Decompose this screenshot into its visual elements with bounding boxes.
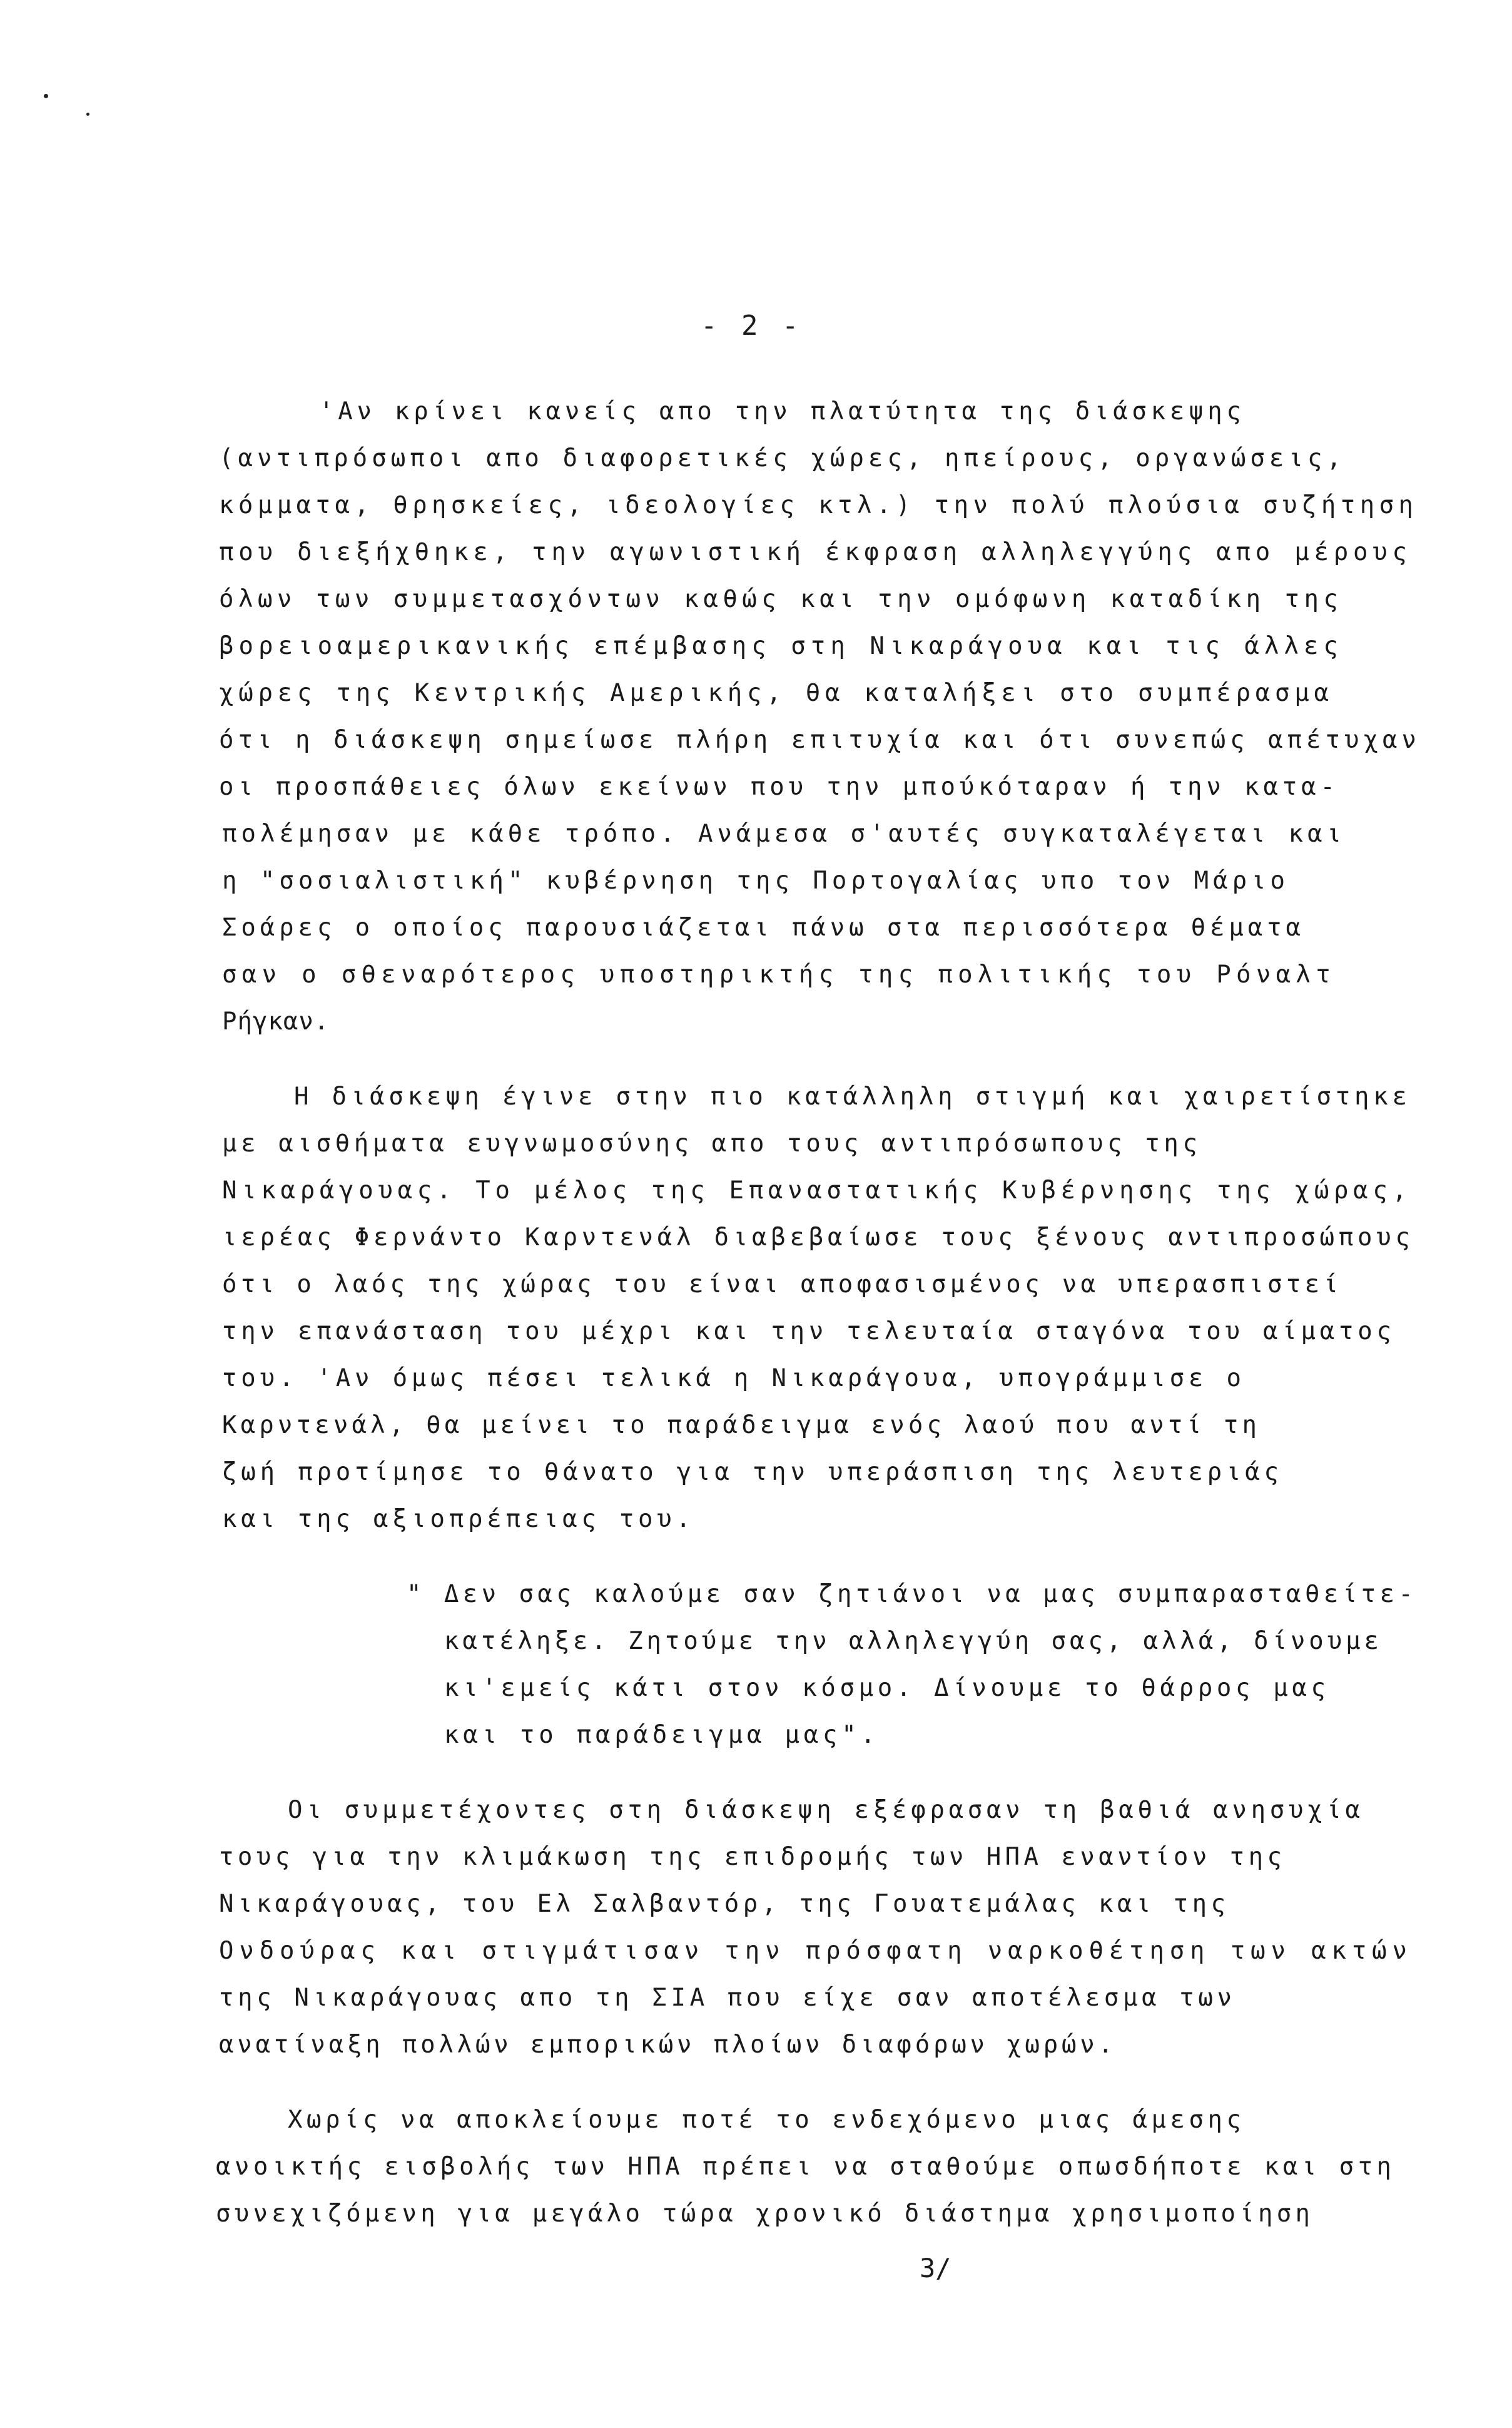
text-line: τους για την κλιμάκωση της επιδρομής των ΗΠΑ εναντίον της <box>219 1843 1286 1871</box>
text-line: που διεξήχθηκε, την αγωνιστική έκφραση αλληλεγγύης απο μέρους <box>219 538 1412 566</box>
text-line: Σοάρες ο οποίος παρουσιάζεται πάνω στα περισσότερα θέματα <box>222 914 1305 942</box>
text-line: ζωή προτίμησε το θάνατο για την υπεράσπιση της λευτεριάς <box>222 1458 1283 1486</box>
text-line: Η διάσκεψη έγινε στην πιο κατάλληλη στιγμή και χαιρετίστηκε <box>294 1083 1411 1111</box>
text-line: ανοικτής εισβολής των ΗΠΑ πρέπει να σταθούμε οπωσδήποτε και στη <box>216 2153 1396 2181</box>
text-line: Ρήγκαν. <box>222 1007 330 1036</box>
text-line: ανατίναξη πολλών εμπορικών πλοίων διαφόρων χωρών. <box>219 2031 1117 2059</box>
quote-line: " Δεν σας καλούμε σαν ζητιάνοι να μας συμπαρασταθείτε- <box>407 1580 1418 1608</box>
text-line: οι προσπάθειες όλων εκείνων που την μπούκόταραν ή την κατα- <box>219 773 1339 801</box>
quote-line: κι'εμείς κάτι στον κόσμο. Δίνουμε το θάρρος μας <box>444 1674 1330 1702</box>
text-line: την επανάσταση του μέχρι και την τελευταία σταγόνα του αίματος <box>222 1317 1396 1345</box>
quote-line: κατέληξε. Ζητούμε την αλληλεγγύη σας, αλλά, δίνουμε <box>444 1627 1383 1655</box>
text-line: Νικαράγουας. Το μέλος της Επαναστατικής Κυβέρνησης της χώρας, <box>222 1176 1412 1205</box>
text-line: ιερέας Φερνάντο Καρντενάλ διαβεβαίωσε τους ξένους αντιπροσώπους <box>222 1223 1414 1252</box>
text-line: και της αξιοπρέπειας του. <box>222 1505 695 1533</box>
text-line: με αισθήματα ευγνωμοσύνης απο τους αντιπρόσωπους της <box>222 1130 1202 1158</box>
text-line: χώρες της Κεντρικής Αμερικής, θα καταλήξει στο συμπέρασμα <box>219 679 1334 707</box>
text-line: Νικαράγουας, του Ελ Σαλβαντόρ, της Γουατεμάλας και της <box>219 1890 1230 1918</box>
text-line: Χωρίς να αποκλείουμε ποτέ το ενδεχόμενο μιας άμεσης <box>288 2106 1246 2134</box>
text-line: πολέμησαν με κάθε τρόπο. Ανάμεσα σ'αυτές συγκαταλέγεται και <box>222 820 1346 848</box>
text-line: (αντιπρόσωποι απο διαφορετικές χώρες, ηπείρους, οργανώσεις, <box>219 444 1346 472</box>
text-line: όλων των συμμετασχόντων καθώς και την ομόφωνη καταδίκη της <box>219 585 1343 613</box>
scan-speck <box>86 113 89 116</box>
text-line: της Νικαράγουας απο τη ΣΙΑ που είχε σαν αποτέλεσμα των <box>219 1984 1236 2012</box>
text-line: η "σοσιαλιστική" κυβέρνηση της Πορτογαλίας υπο τον Μάριο <box>222 867 1289 895</box>
scan-speck <box>44 94 48 98</box>
text-line: σαν ο σθεναρότερος υποστηρικτής της πολιτικής του Ρόναλτ <box>222 961 1336 989</box>
text-line: βορειοαμερικανικής επέμβασης στη Νικαράγουα και τις άλλες <box>219 632 1344 660</box>
text-line: 'Αν κρίνει κανείς απο την πλατύτητα της διάσκεψης <box>319 397 1246 426</box>
text-line: του. 'Αν όμως πέσει τελικά η Νικαράγουα, υπογράμμισε ο <box>222 1364 1246 1392</box>
text-line: συνεχιζόμενη για μεγάλο τώρα χρονικό διάστημα χρησιμοποίηση <box>216 2200 1314 2228</box>
page-number: - 2 - <box>701 310 803 342</box>
text-line: Ονδούρας και στιγμάτισαν την πρόσφατη ναρκοθέτηση των ακτών <box>219 1937 1413 1965</box>
continuation-marker: 3/ <box>920 2253 951 2283</box>
quote-line: και το παράδειγμα μας". <box>444 1721 880 1749</box>
text-line: κόμματα, θρησκείες, ιδεολογίες κτλ.) την πολύ πλούσια συζήτηση <box>219 491 1418 519</box>
text-line: ότι η διάσκεψη σημείωσε πλήρη επιτυχία και ότι συνεπώς απέτυχαν <box>219 726 1421 754</box>
text-line: Καρντενάλ, θα μείνει το παράδειγμα ενός λαού που αντί τη <box>222 1411 1261 1439</box>
text-line: Οι συμμετέχοντες στη διάσκεψη εξέφρασαν τη βαθιά ανησυχία <box>288 1796 1364 1824</box>
text-line: ότι ο λαός της χώρας του είναι αποφασισμένος να υπερασπιστεί <box>222 1270 1342 1298</box>
